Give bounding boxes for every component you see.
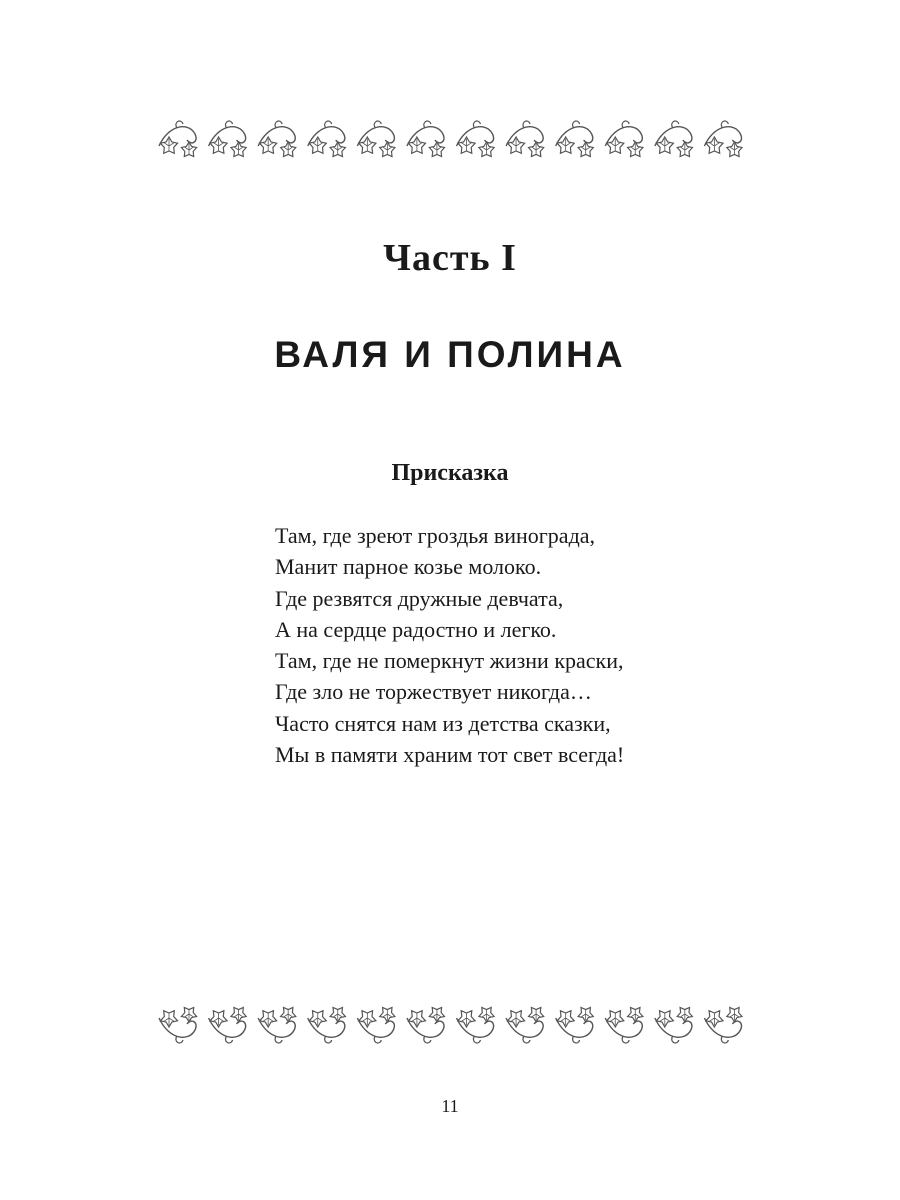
vine-motif [258, 121, 296, 156]
vine-motif [556, 121, 594, 156]
vine-motif [556, 1008, 594, 1043]
grape-leaf-vine-border-icon [155, 116, 750, 164]
vine-motif [159, 121, 197, 156]
vine-motif [655, 1008, 693, 1043]
vine-motif [457, 121, 495, 156]
vine-motif [159, 1008, 197, 1043]
bottom-ornament-border [155, 1000, 750, 1048]
vine-motif [258, 1008, 296, 1043]
vine-motif [605, 121, 643, 156]
page-number: 11 [441, 1096, 459, 1116]
vine-motif [357, 1008, 395, 1043]
vine-motif [655, 121, 693, 156]
chapter-title: ВАЛЯ И ПОЛИНА [274, 334, 626, 375]
part-title: Часть I [383, 237, 517, 279]
vine-motif [209, 121, 247, 156]
poem-title: Присказка [391, 460, 509, 486]
vine-motif [506, 1008, 544, 1043]
vine-motif [407, 121, 445, 156]
vine-motif [457, 1008, 495, 1043]
vine-motif [407, 1008, 445, 1043]
poem-line: Часто снятся нам из детства сказки, [275, 710, 611, 736]
vine-motif [308, 1008, 346, 1043]
vine-motif [357, 121, 395, 156]
vine-motif [308, 121, 346, 156]
vine-motif [704, 1008, 742, 1043]
grape-leaf-vine-border-icon [155, 1000, 750, 1048]
poem-line: Где зло не торжествует никогда… [275, 679, 592, 705]
top-ornament-border [155, 116, 750, 164]
poem-text [275, 520, 775, 770]
poem-line: Там, где не померкнут жизни краски, [275, 648, 624, 674]
poem-line: Мы в памяти храним тот свет всегда! [275, 742, 625, 768]
vine-motif [506, 121, 544, 156]
vine-motif [605, 1008, 643, 1043]
poem-line: А на сердце радостно и легко. [275, 616, 557, 642]
poem-line: Где резвятся дружные девчата, [275, 585, 564, 611]
poem-line: Манит парное козье молоко. [275, 554, 542, 580]
poem-line: Там, где зреют гроздья винограда, [275, 523, 596, 548]
vine-motif [209, 1008, 247, 1043]
vine-motif [704, 121, 742, 156]
